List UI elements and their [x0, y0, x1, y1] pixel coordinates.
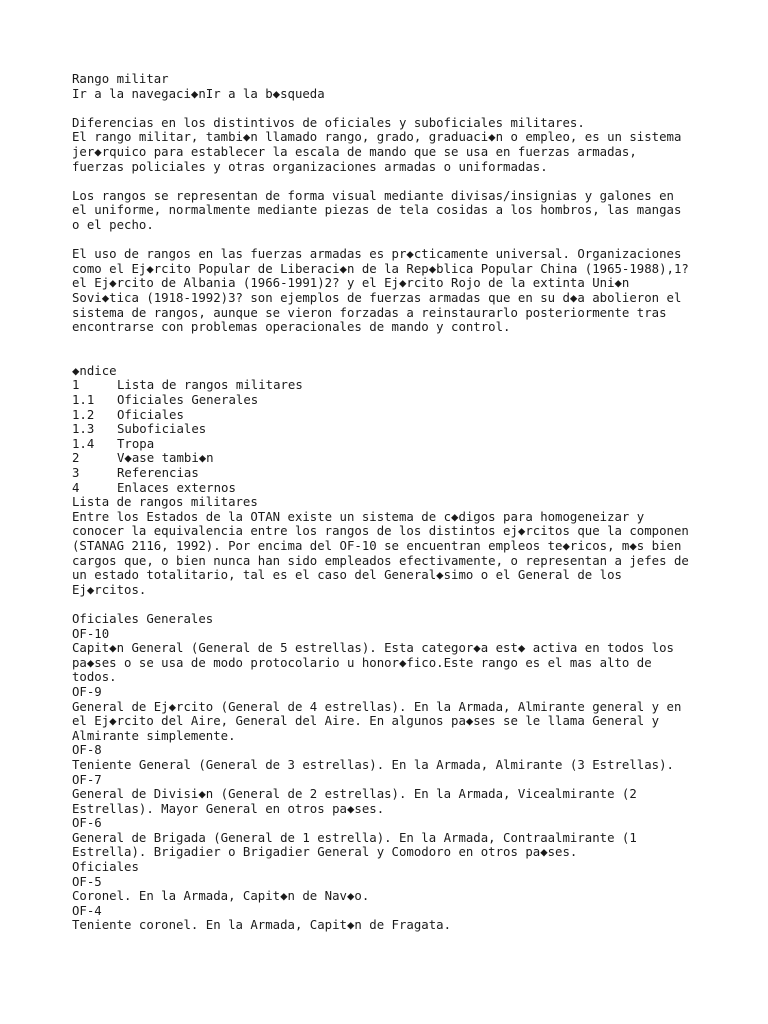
intro-paragraph: [72, 116, 712, 174]
text-line: pa◆ses o se usa de modo protocolario u honor◆fico.Este rango es el mas alto de: [72, 655, 652, 670]
toc-label: Lista de rangos militares: [117, 378, 303, 393]
document-text: [72, 72, 712, 933]
section-heading: Oficiales: [72, 860, 139, 875]
rank-code: OF-4: [72, 903, 102, 918]
toc-number: 1.1: [72, 393, 95, 408]
rank-code: OF-10: [72, 626, 110, 641]
toc-label: Tropa: [117, 436, 155, 451]
text-line: todos.: [72, 670, 117, 685]
rank-code: OF-6: [72, 816, 102, 831]
toc-item: [72, 378, 712, 393]
text-line: (STANAG 2116, 1992). Por encima del OF-10 se encuentran empleos te◆ricos, m◆s bien: [72, 539, 682, 553]
toc-item: [72, 437, 712, 452]
toc-label: Oficiales: [117, 407, 184, 422]
toc-label: Suboficiales: [117, 422, 207, 437]
page-title: Rango militar: [72, 72, 169, 86]
text-line: El uso de rangos en las fuerzas armadas es pr◆cticamente universal. Organizaciones: [72, 247, 682, 262]
toc-item: [72, 451, 712, 466]
text-line: encontrarse con problemas operacionales de mando y control.: [72, 320, 511, 335]
rank-code: OF-8: [72, 743, 102, 758]
rank-code: OF-9: [72, 684, 102, 699]
toc-number: 1: [72, 378, 80, 393]
section-heading: Lista de rangos militares: [72, 495, 258, 510]
toc-label: Enlaces externos: [117, 480, 236, 495]
text-line: Ej◆rcitos.: [72, 582, 147, 597]
toc-number: 1.2: [72, 407, 95, 422]
toc-title: ◆ndice: [72, 363, 117, 378]
skip-links: Ir a la navegaci◆nIr a la b◆squeda: [72, 86, 325, 101]
rank-code: OF-7: [72, 772, 102, 787]
text-line: Coronel. En la Armada, Capit◆n de Nav◆o.: [72, 889, 370, 904]
text-line: como el Ej◆rcito Popular de Liberaci◆n de la Rep◆blica Popular China (1965-1988),1?: [72, 261, 689, 276]
rank-code: OF-5: [72, 874, 102, 889]
text-line: Estrellas). Mayor General en otros pa◆ses.: [72, 801, 385, 816]
title-block: [72, 72, 712, 101]
toc-item: [72, 408, 712, 423]
text-line: el Ej◆rcito del Aire, General del Aire. En algunos pa◆ses se le llama General y: [72, 714, 660, 729]
text-line: jer◆rquico para establecer la escala de mando que se usa en fuerzas armadas,: [72, 144, 637, 159]
text-line: Almirante simplemente.: [72, 728, 236, 743]
table-of-contents: [72, 364, 712, 495]
toc-number: 4: [72, 480, 80, 495]
toc-label: Oficiales Generales: [117, 393, 259, 408]
text-line: sistema de rangos, aunque se vieron forzadas a reinstaurarlo posteriormente tras: [72, 305, 667, 320]
text-line: Los rangos se representan de forma visual mediante divisas/insignias y galones en: [72, 188, 674, 203]
text-line: Capit◆n General (General de 5 estrellas). Esta categor◆a est◆ activa en todos los: [72, 641, 674, 656]
text-line: un estado totalitario, tal es el caso del General◆simo o el General de los: [72, 568, 622, 583]
text-line: el uniforme, normalmente mediante piezas de tela cosidas a los hombros, las mangas: [72, 203, 682, 218]
text-line: Sovi◆tica (1918-1992)3? son ejemplos de fuerzas armadas que en su d◆a abolieron el: [72, 290, 682, 305]
toc-item: [72, 393, 712, 408]
text-line: General de Ej◆rcito (General de 4 estrellas). En la Armada, Almirante general y en: [72, 699, 682, 714]
text-line: conocer la equivalencia entre los rangos de los distintos ej◆rcitos que la componen: [72, 524, 689, 539]
general-officers-section: [72, 612, 712, 933]
toc-item: [72, 481, 712, 496]
toc-item: [72, 422, 712, 437]
text-line: General de Brigada (General de 1 estrella). En la Armada, Contraalmirante (1: [72, 830, 637, 845]
usage-paragraph: [72, 247, 712, 335]
text-line: fuerzas policiales y otras organizaciones armadas o uniformadas.: [72, 159, 548, 174]
text-line: General de Divisi◆n (General de 2 estrellas). En la Armada, Vicealmirante (2: [72, 787, 637, 802]
toc-number: 3: [72, 466, 80, 481]
toc-number: 2: [72, 451, 80, 466]
toc-item: [72, 466, 712, 481]
section-heading: Oficiales Generales: [72, 611, 214, 626]
text-line: Teniente General (General de 3 estrellas). En la Armada, Almirante (3 Estrellas).: [72, 757, 674, 772]
rank-list-section: [72, 495, 712, 597]
toc-number: 1.3: [72, 422, 95, 437]
text-line: Diferencias en los distintivos de oficiales y suboficiales militares.: [72, 115, 585, 130]
toc-label: Referencias: [117, 466, 199, 481]
toc-label: V◆ase tambi◆n: [117, 451, 214, 466]
text-line: Teniente coronel. En la Armada, Capit◆n de Fragata.: [72, 918, 452, 933]
text-line: Entre los Estados de la OTAN existe un sistema de c◆digos para homogeneizar y: [72, 509, 645, 524]
text-line: El rango militar, tambi◆n llamado rango, grado, graduaci◆n o empleo, es un sistema: [72, 130, 682, 145]
text-line: o el pecho.: [72, 217, 154, 232]
insignia-paragraph: [72, 189, 712, 233]
toc-number: 1.4: [72, 436, 95, 451]
text-line: cargos que, o bien nunca han sido empleados efectivamente, o representan a jefes de: [72, 553, 689, 568]
text-line: el Ej◆rcito de Albania (1966-1991)2? y el Ej◆rcito Rojo de la extinta Uni◆n: [72, 276, 630, 291]
text-line: Estrella). Brigadier o Brigadier General y Comodoro en otros pa◆ses.: [72, 845, 578, 860]
